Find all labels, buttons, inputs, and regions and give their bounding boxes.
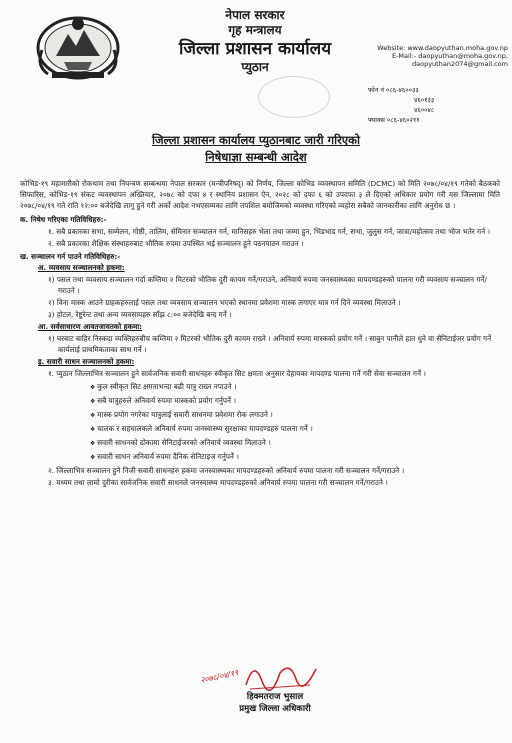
bullet-item: ❖ मास्क प्रयोग नगरेका यात्रुलाई सवारी साधनमा प्रवेशमा रोक लगाउने ।: [20, 409, 500, 421]
title-line-1: जिल्ला प्रशासन कार्यालय प्युठानबाट जारी गरिएको: [152, 133, 360, 147]
signature-block: [200, 655, 350, 740]
intro-paragraph: कोभिड-१९ महामारीको रोकथाम तथा नियन्त्रण सम्बन्धमा नेपाल सरकार (मन्त्रीपरिषद्) को निर्णय, जिल्ला कोभिड व्यवस्थापन समिति (DCMC) को मिति २०७८/०४/१९ गतेको बैठकको सिफारिस, कोभिड-१९ संकट व्यवस्थापन अख्तियार, २०७८ को दफा ४ र स्थानिय प्रशासन ऐन, २०२८ को दफा ६ को उपदफा ३ ले दिएको अधिकार प्रयोग गरी यस जिल्लामा मिति २०७८/०४/१९ गते राति १२:०० बजेदेखि लागु हुने गरी अर्को आदेश नभएसम्मका लागि तपशिल बमोजिमको व्यवस्था गरिएको व्यहोरा सबैको जानकारीका लागि अनुरोध छ ।: [20, 179, 500, 210]
list-item: २. जिल्लाभित्र सञ्चालन हुने निजी सवारी साधनहरु हकमा जनस्वास्थ्यका मापदण्डहरुको अनिवार्य रुपमा पालना गरी सञ्चालन गर्ने/गराउने ।: [48, 466, 405, 475]
government-name: नेपाल सरकार: [225, 8, 285, 22]
ministry-name: गृह मन्त्रालय: [228, 23, 282, 37]
title-line-2: निषेधाज्ञा सम्बन्धी आदेश: [205, 150, 307, 164]
signature-scribble: [240, 655, 320, 695]
section-kha-heading: ख. सञ्चालन गर्न पाउने गतिविधिहरु:-: [20, 252, 121, 261]
subsection-aa-heading: आ. सर्वसाधारण आवतजावतको हकमा:: [38, 322, 143, 331]
section-ka-heading: क. निषेध गरिएका गतिविधिहरु:-: [20, 215, 107, 224]
list-item: २. सबै प्रकारका शैक्षिक संस्थाहरुबाट भौतिक रुपमा उपस्थित भई सञ्चालन हुने पठनपाठन गराउन ।: [48, 239, 304, 248]
list-item: २) विना मास्क आउने ग्राहकहरुलाई पसल तथा व्यवसाय सञ्चालन भएको स्थानमा प्रवेशमा मास्क लगाएर मात्र गर्न दिने व्यवस्था मिलाउने ।: [48, 298, 401, 307]
list-item: १. प्युठान जिल्लाभित्र सञ्चालन हुने सार्वजनिक सवारी साधनहरु स्वीकृत सिट क्षमता अनुसार देहायका मापदण्ड पालना गर्ने गरी सेवा सञ्चालन गर्ने ।: [48, 369, 426, 378]
email2-text: daopyuthan2074@gmail.com: [412, 60, 508, 68]
phone-info: [368, 85, 498, 125]
bullet-item: ❖ कुल स्वीकृत सिट क्षमताभन्दा बढी यात्रु राख्न नपाउने ।: [20, 381, 500, 393]
document-title: [0, 132, 512, 166]
letterhead: [150, 8, 360, 74]
document-body: [20, 178, 500, 489]
bullet-item: ❖ सवारी साधनको ढोकामा सेनिटाईजरको अनिवार्य व्यवस्था मिलाउने ।: [20, 437, 500, 449]
list-item: १) पसल तथा व्यवसाय सञ्चालन गर्दा कम्तिमा २ मिटरको भौतिक दुरी कायम गर्ने/गराउने, अनिवार्य रुपमा जनस्वास्थ्यका मापदण्डहरुको पालना गरी व्यवसाय सञ्चालन गर्ने/गराउने ।: [48, 275, 487, 295]
subsection-i-heading: इ. सवारी साधन सञ्चालनको हकमा:: [38, 357, 135, 366]
list-item: ३) होटल, रेष्टुरेन्ट तथा अन्य व्यवसायहरु साँझ ८:०० बजेदेखि बन्द गर्ने ।: [48, 310, 232, 319]
nepal-emblem-icon: [34, 10, 122, 80]
office-place: प्युठान: [241, 60, 269, 74]
phone-1: फोन नं ०८६-४६००३३: [368, 86, 419, 94]
signature-date: २०७८/०४/१९: [199, 668, 240, 685]
signatory-name: हिक्मतराज भुसाल: [246, 692, 304, 702]
list-item: ३. मध्यम तथा लामो दुरीका सार्वजनिक सवारी साधनले जनस्वास्थ्य मापदण्डहरुको अनिवार्य रुपमा पालना गरी सञ्चालन गर्ने/गराउने ।: [48, 478, 388, 487]
signatory-role: प्रमुख जिल्ला अधिकारी: [239, 704, 311, 714]
fax-number: फ्याक्स ०८६-४६०२११: [368, 116, 420, 124]
bullet-item: ❖ सबै यात्रुहरुले अनिवार्य रुपमा मास्कको प्रयोग गर्नुपर्ने ।: [20, 395, 500, 407]
subsection-a-heading: अ. व्यवसाय सञ्चालनको हकमा:: [38, 263, 125, 272]
contact-info: [358, 44, 508, 68]
office-name: जिल्ला प्रशासन कार्यालय: [178, 39, 332, 59]
signatory: [220, 691, 330, 715]
email-text: E-Mail:- daopyuthan@moha.gov.np,: [391, 52, 508, 60]
bullet-item: ❖ चालक र सहचालकले अनिवार्य रुपमा जनस्वास्थ्य सुरक्षाका मापदण्डहरु पालना गर्ने ।: [20, 423, 500, 435]
phone-2: ४६०१३३: [414, 96, 435, 104]
list-item: १. सबै प्रकारका सभा, सम्मेलन, गोष्ठी, तालिम, सेमिनार सञ्चालन गर्न, मानिसहरु भेला तथा जम्मा हुन, भिडभाड गर्न, सभा, जुलुस गर्न, जात्रा/महोत्सव तथा भोज भतेर गर्न ।: [48, 227, 491, 236]
office-seal-stamp: [258, 76, 330, 118]
bullet-item: ❖ सवारी साधन अनिवार्य रुपमा दैनिक सेनिटाइज गर्नुपर्ने ।: [20, 451, 500, 463]
website-text: Website: www.daopyuthan.moha.gov.np: [377, 44, 508, 52]
phone-3: ४६००४८: [414, 106, 435, 114]
list-item: १) घरबाट बाहिर निस्कदा व्यक्तिहरुबीच कम्तिमा २ मिटरको भौतिक दुरी कायम राख्ने । अनिवार्य रुपमा मास्कको प्रयोग गर्ने । साबुन पानीले हात धुने वा सेनिटाईजर प्रयोग गर्ने कार्यलाई प्राथमिकताका साथ गर्ने ।: [48, 334, 492, 354]
